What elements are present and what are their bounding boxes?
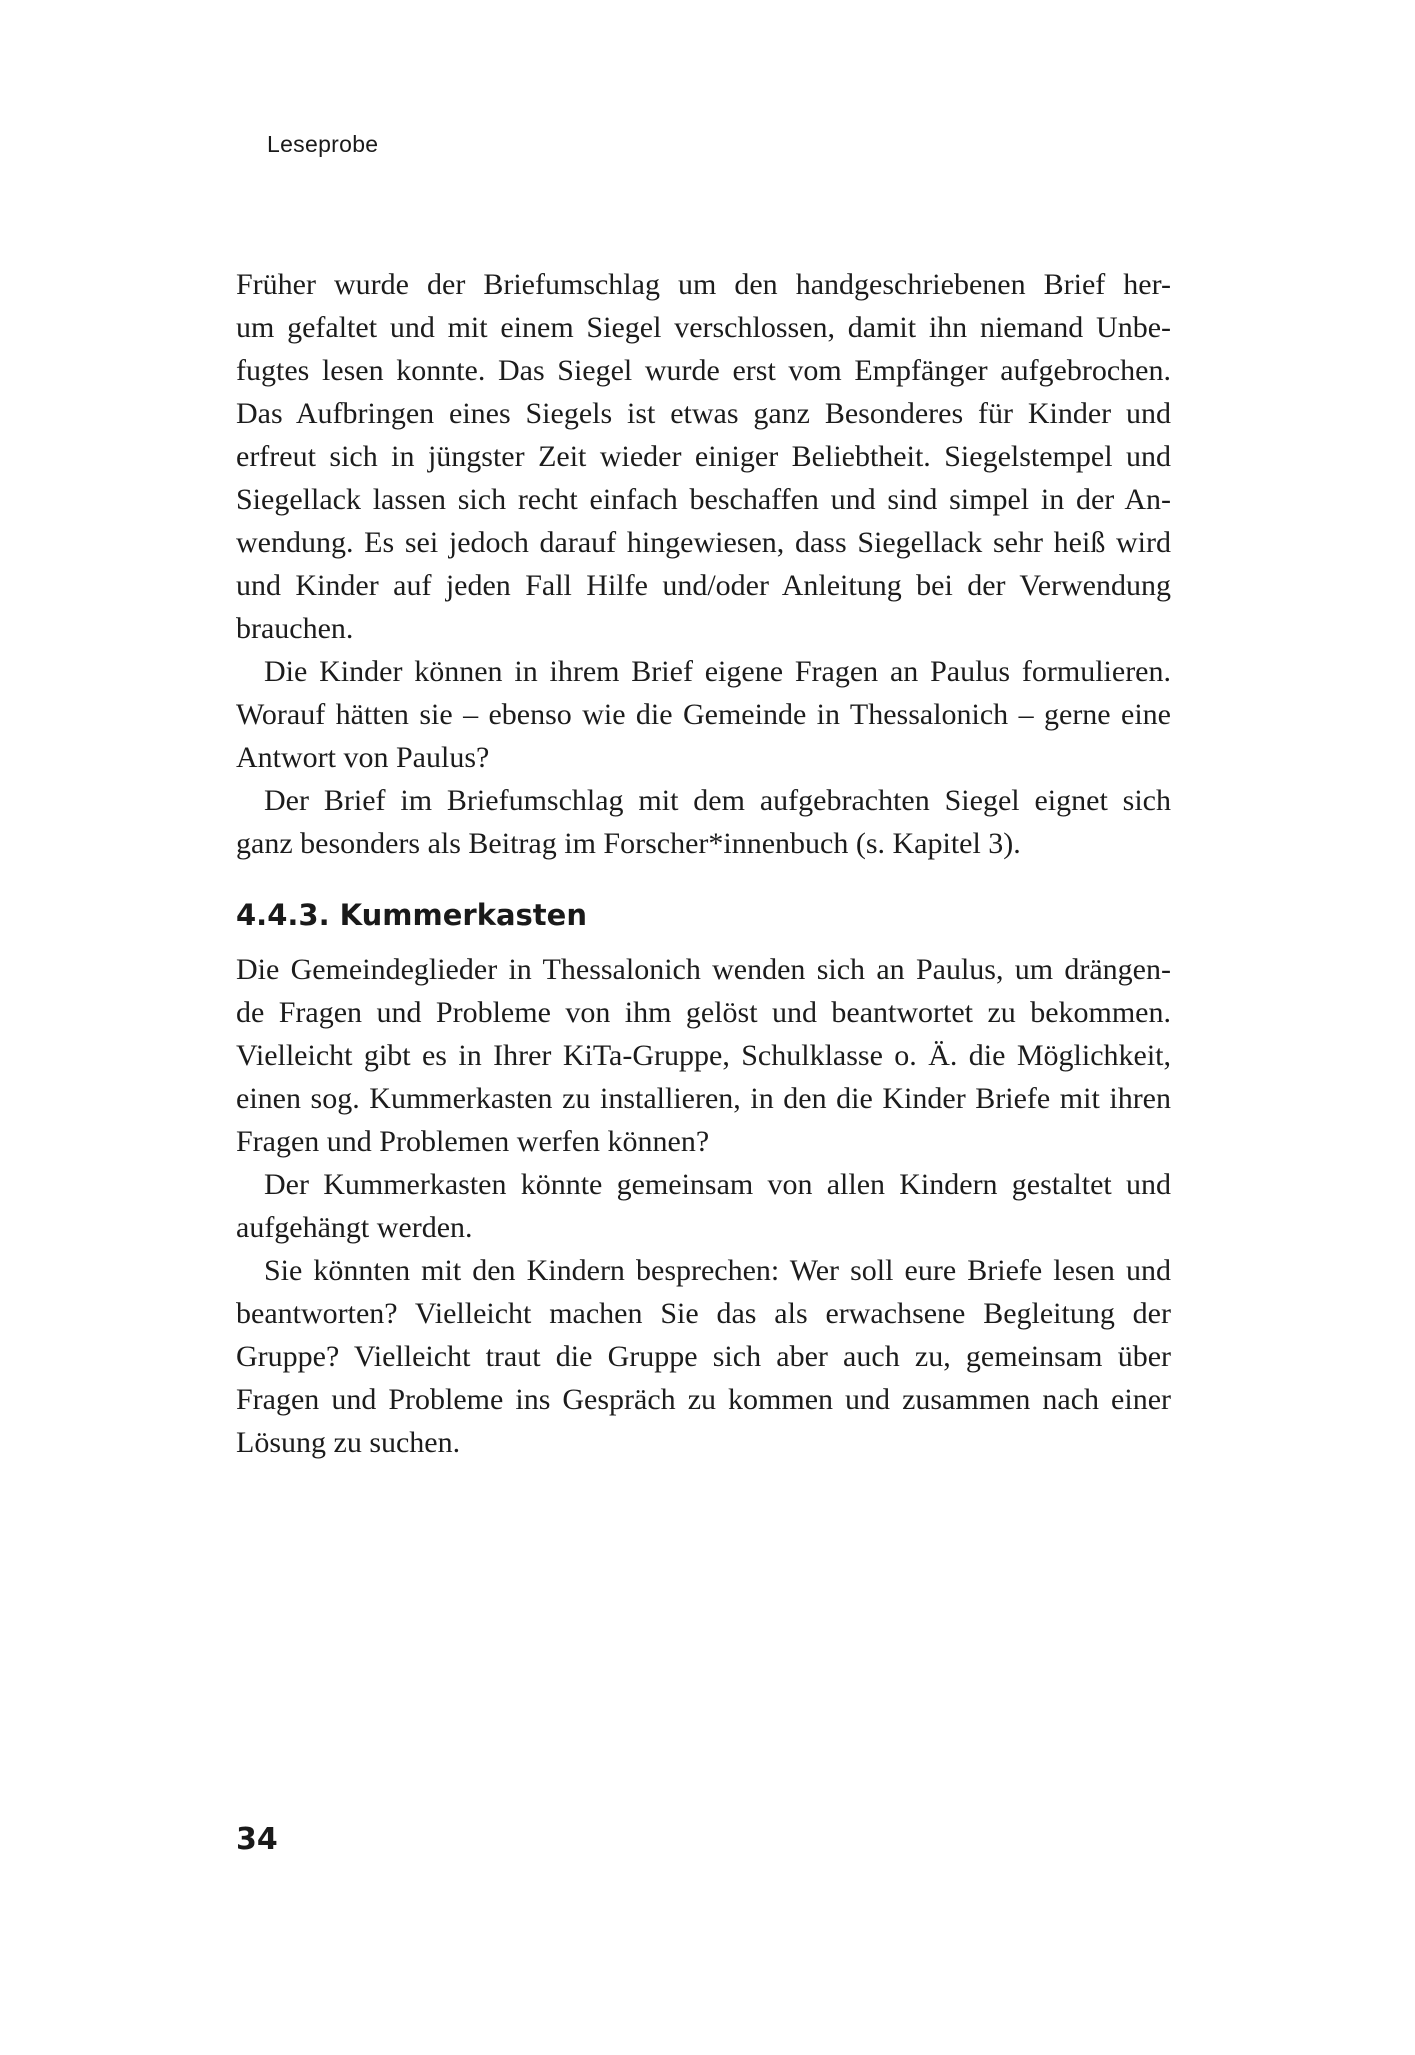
page-number: 34: [236, 1822, 278, 1857]
text-line: Worauf hätten sie – ebenso wie die Gemeinde in Thessalonich – gerne eine: [236, 698, 1171, 731]
text-line: einen sog. Kummerkasten zu installieren, in den die Kinder Briefe mit ihren: [236, 1082, 1171, 1115]
text-line: Der Brief im Briefumschlag mit dem aufgebrachten Siegel eignet sich: [264, 784, 1171, 817]
text-line: ganz besonders als Beitrag im Forscher*innenbuch (s. Kapitel 3).: [236, 827, 1021, 860]
text-line: brauchen.: [236, 612, 354, 645]
text-line: Antwort von Paulus?: [236, 741, 490, 774]
paragraph: [236, 1163, 1171, 1249]
paragraph: [236, 779, 1171, 865]
text-line: Siegellack lassen sich recht einfach beschaffen und sind simpel in der An-: [236, 483, 1171, 516]
section-one-body: [236, 263, 1171, 865]
text-line: Der Kummerkasten könnte gemeinsam von allen Kindern gestaltet und: [264, 1168, 1171, 1201]
text-line: Die Gemeindeglieder in Thessalonich wenden sich an Paulus, um drängen-: [236, 953, 1171, 986]
paragraph: [236, 650, 1171, 779]
paragraph: [236, 263, 1171, 650]
text-line: Fragen und Probleme ins Gespräch zu kommen und zusammen nach einer: [236, 1383, 1171, 1416]
text-line: aufgehängt werden.: [236, 1211, 473, 1244]
text-line: Fragen und Problemen werfen können?: [236, 1125, 710, 1158]
text-line: wendung. Es sei jedoch darauf hingewiesen, dass Siegellack sehr heiß wird: [236, 526, 1171, 559]
text-line: Früher wurde der Briefumschlag um den handgeschriebenen Brief her-: [236, 268, 1171, 301]
text-line: fugtes lesen konnte. Das Siegel wurde erst vom Empfänger aufgebrochen.: [236, 354, 1171, 387]
text-line: Lösung zu suchen.: [236, 1426, 461, 1459]
text-line: Sie könnten mit den Kindern besprechen: Wer soll eure Briefe lesen und: [264, 1254, 1171, 1287]
text-line: de Fragen und Probleme von ihm gelöst und beantwortet zu bekommen.: [236, 996, 1171, 1029]
paragraph: [236, 948, 1171, 1163]
text-line: Gruppe? Vielleicht traut die Gruppe sich aber auch zu, gemeinsam über: [236, 1340, 1171, 1373]
page-header-label: Leseprobe: [267, 131, 379, 157]
paragraph: [236, 1249, 1171, 1464]
text-line: um gefaltet und mit einem Siegel verschlossen, damit ihn niemand Unbe-: [236, 311, 1171, 344]
section-heading: 4.4.3. Kummerkasten: [236, 898, 587, 932]
text-line: beantworten? Vielleicht machen Sie das als erwachsene Begleitung der: [236, 1297, 1171, 1330]
text-line: erfreut sich in jüngster Zeit wieder einiger Beliebtheit. Siegelstempel und: [236, 440, 1171, 473]
section-two-body: [236, 948, 1171, 1464]
text-line: Das Aufbringen eines Siegels ist etwas ganz Besonderes für Kinder und: [236, 397, 1171, 430]
text-line: Vielleicht gibt es in Ihrer KiTa-Gruppe, Schulklasse o. Ä. die Möglichkeit,: [236, 1039, 1171, 1072]
text-line: Die Kinder können in ihrem Brief eigene Fragen an Paulus formulieren.: [264, 655, 1171, 688]
text-line: und Kinder auf jeden Fall Hilfe und/oder Anleitung bei der Verwendung: [236, 569, 1171, 602]
